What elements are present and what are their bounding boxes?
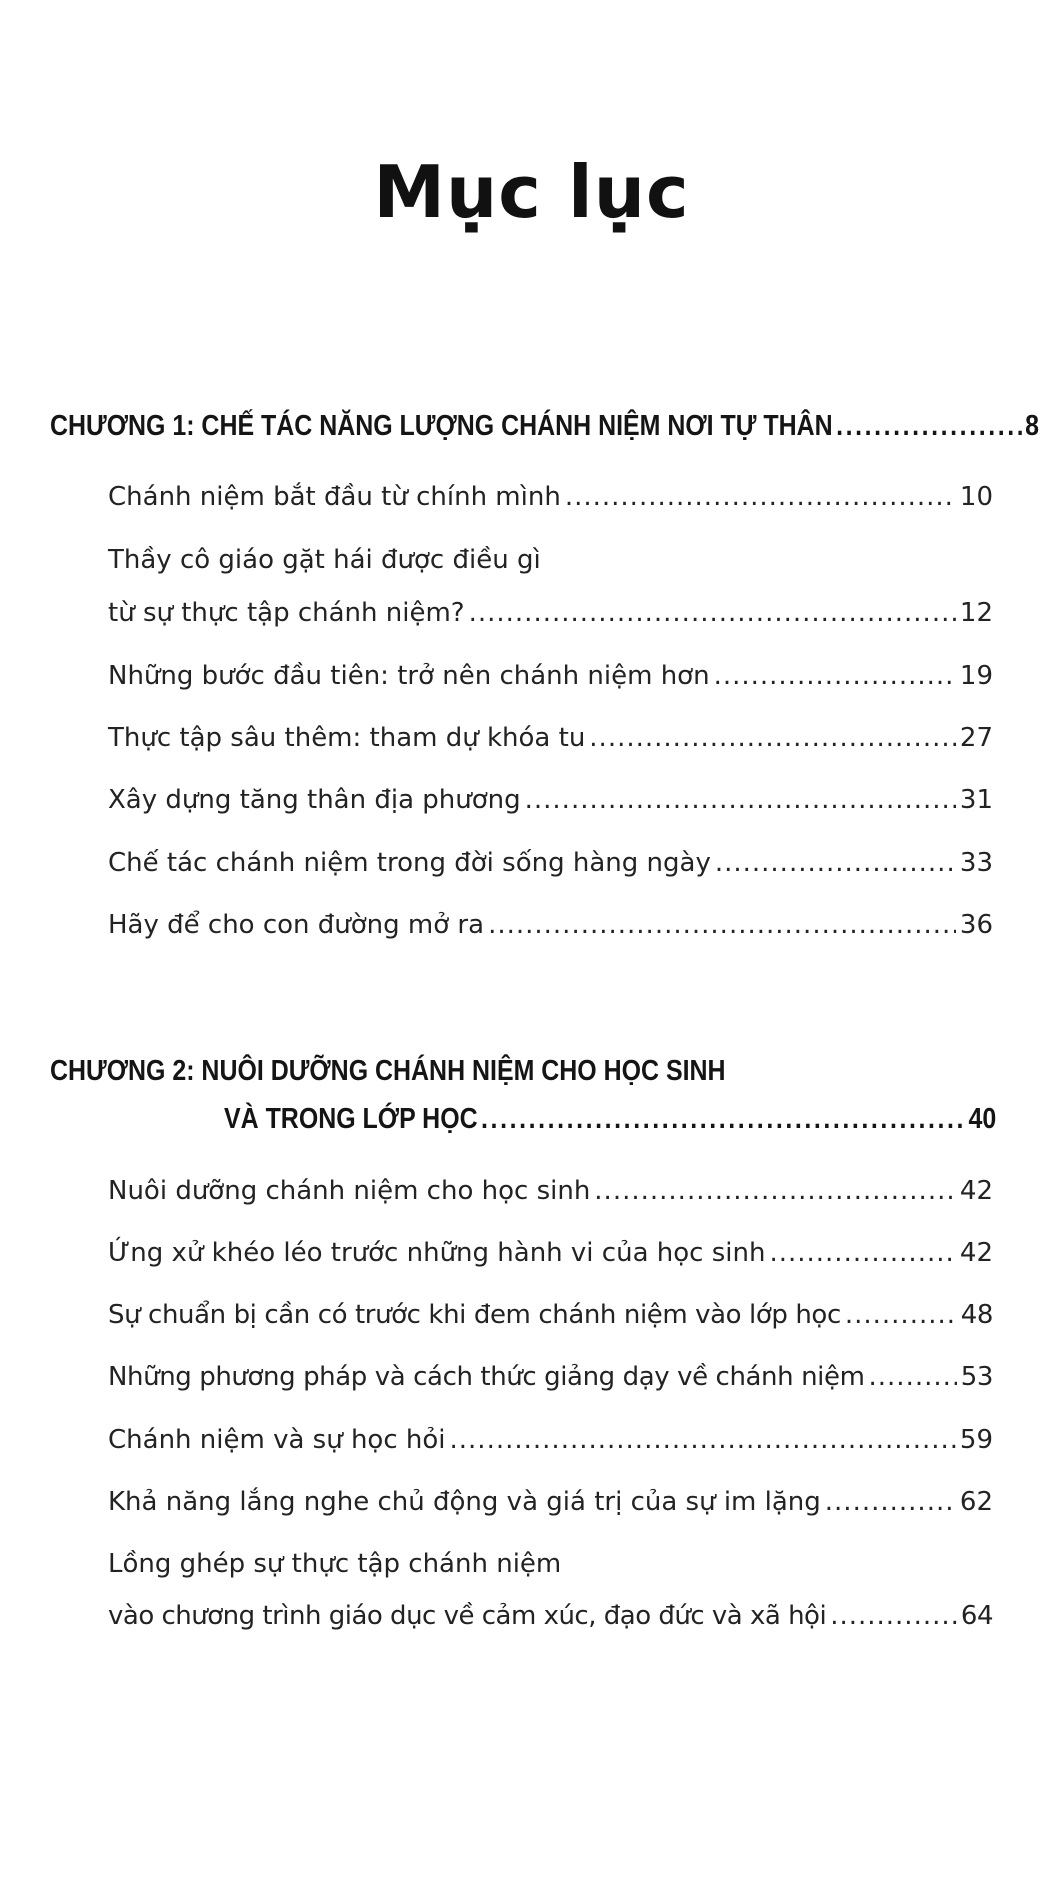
- dot-leader: [830, 1601, 957, 1631]
- dot-leader: [488, 910, 956, 940]
- dot-leader: [845, 1300, 957, 1330]
- entry-title: Chế tác chánh niệm trong đời sống hàng ngày: [108, 848, 711, 878]
- dot-leader: [714, 661, 956, 691]
- page-number: 42: [959, 1176, 993, 1206]
- dot-leader: [869, 1362, 957, 1392]
- dot-leader: [469, 598, 956, 628]
- page-number: 53: [960, 1362, 993, 1392]
- entry-title: Thực tập sâu thêm: tham dự khóa tu: [108, 723, 586, 753]
- page-number: 64: [960, 1601, 993, 1631]
- page-number: 12: [959, 598, 993, 628]
- entry-title-line1: Thầy cô giáo gặt hái được điều gì: [108, 545, 541, 575]
- toc-entry: [108, 1425, 993, 1455]
- entry-title: Hãy để cho con đường mở ra: [108, 910, 485, 940]
- page-number: 10: [959, 482, 993, 512]
- toc-entry: [108, 723, 993, 753]
- entry-title: Khả năng lắng nghe chủ động và giá trị của sự im lặng: [108, 1487, 821, 1517]
- entry-title: Chánh niệm và sự học hỏi: [108, 1425, 446, 1455]
- entry-title: Nuôi dưỡng chánh niệm cho học sinh: [108, 1176, 591, 1206]
- toc-entry: [108, 1601, 993, 1631]
- page-number: 42: [959, 1238, 993, 1268]
- entry-title: Sự chuẩn bị cần có trước khi đem chánh niệm vào lớp học: [108, 1300, 841, 1330]
- page-number: 62: [959, 1487, 993, 1517]
- page-number: 33: [959, 848, 993, 878]
- chapter-2-heading-line1: CHƯƠNG 2: NUÔI DƯỠNG CHÁNH NIỆM CHO HỌC SINH: [50, 1055, 726, 1087]
- page-number: 59: [959, 1425, 993, 1455]
- entry-title-line1: Lồng ghép sự thực tập chánh niệm: [108, 1549, 562, 1579]
- entry-title: Xây dựng tăng thân địa phương: [108, 785, 521, 815]
- page-number: 48: [960, 1300, 993, 1330]
- toc-entry: [108, 1176, 993, 1206]
- page-number: 31: [959, 785, 993, 815]
- chapter-1-heading: [50, 410, 1039, 443]
- entry-title: từ sự thực tập chánh niệm?: [108, 598, 465, 628]
- page-number: 27: [959, 723, 993, 753]
- toc-entry: [108, 598, 993, 628]
- page-title: Mục lục: [373, 150, 690, 234]
- page-number: 19: [959, 661, 993, 691]
- toc-entry: [108, 1238, 993, 1268]
- dot-leader: [769, 1238, 955, 1268]
- toc-entry: [108, 848, 993, 878]
- toc-entry: [108, 661, 993, 691]
- toc-entry: [108, 1487, 993, 1517]
- toc-entry: [108, 1300, 993, 1330]
- toc-entry: [108, 1362, 993, 1392]
- chapter-title-line2: VÀ TRONG LỚP HỌC: [224, 1103, 478, 1135]
- dot-leader: [481, 1103, 965, 1136]
- dot-leader: [836, 410, 1022, 443]
- entry-title: vào chương trình giáo dục về cảm xúc, đạo đức và xã hội: [108, 1601, 827, 1631]
- dot-leader: [594, 1176, 956, 1206]
- dot-leader: [715, 848, 956, 878]
- entry-title: Những phương pháp và cách thức giảng dạy về chánh niệm: [108, 1362, 865, 1392]
- chapter-title: CHƯƠNG 1: CHẾ TÁC NĂNG LƯỢNG CHÁNH NIỆM NƠI TỰ THÂN: [50, 410, 833, 442]
- dot-leader: [589, 723, 956, 753]
- entry-title: Ứng xử khéo léo trước những hành vi của học sinh: [108, 1238, 766, 1268]
- toc-entry: [108, 910, 993, 940]
- dot-leader: [825, 1487, 956, 1517]
- dot-leader: [525, 785, 956, 815]
- dot-leader: [565, 482, 956, 512]
- toc-entry: [108, 482, 993, 512]
- dot-leader: [450, 1425, 956, 1455]
- page-number: 8: [1025, 410, 1039, 442]
- chapter-2-heading: [224, 1103, 996, 1136]
- entry-title: Những bước đầu tiên: trở nên chánh niệm hơn: [108, 661, 710, 691]
- page-number: 40: [968, 1103, 997, 1135]
- toc-entry: [108, 785, 993, 815]
- page-number: 36: [959, 910, 993, 940]
- entry-title: Chánh niệm bắt đầu từ chính mình: [108, 482, 561, 512]
